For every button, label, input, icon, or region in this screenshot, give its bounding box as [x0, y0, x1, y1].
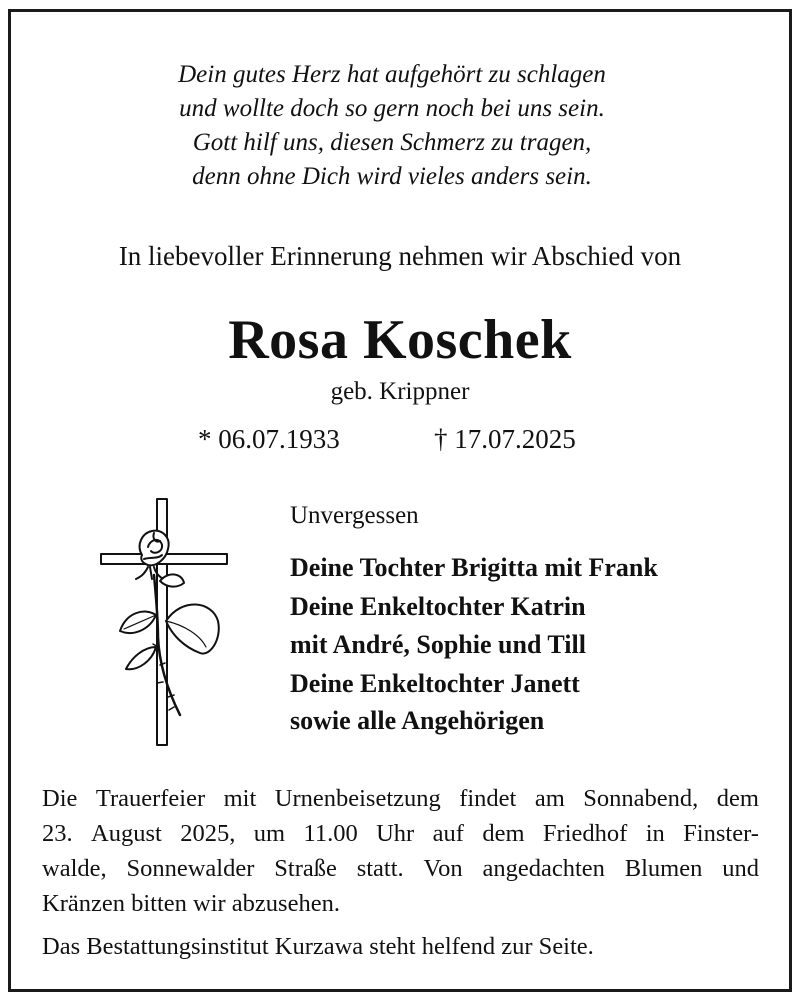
word: Uhr	[376, 820, 415, 847]
ceremony-line-3	[42, 851, 759, 886]
word: 2025,	[180, 820, 236, 847]
intro-text: In liebevoller Erinnerung nehmen wir Abschied von	[118, 241, 682, 271]
word: auf	[432, 820, 464, 847]
deceased-name: Rosa Koschek	[228, 309, 572, 371]
word: dem	[482, 820, 525, 847]
word: Urnenbeisetzung	[274, 785, 441, 812]
word: Die	[42, 785, 78, 812]
word: 23.	[42, 820, 73, 847]
mourner-line: Deine Enkeltochter Janett	[290, 668, 580, 698]
death-date: † 17.07.2025	[434, 424, 576, 454]
word: statt.	[356, 855, 404, 882]
word: August	[91, 820, 162, 847]
word: Sonnewalder	[126, 855, 255, 882]
poem-line: Dein gutes Herz hat aufgehört zu schlagen	[178, 61, 606, 88]
word: und	[722, 855, 759, 882]
ceremony-line-1	[42, 781, 759, 816]
word: am	[534, 785, 565, 812]
word: Finster-	[683, 820, 759, 847]
mourners-list	[290, 549, 658, 703]
word: Blumen	[624, 855, 703, 882]
word: um	[253, 820, 286, 847]
cross-with-rose-icon	[96, 497, 232, 747]
poem-line: denn ohne Dich wird vieles anders sein.	[192, 163, 592, 190]
word: Von	[423, 855, 463, 882]
word: dem	[716, 785, 759, 812]
word: walde,	[42, 855, 107, 882]
word: Trauerfeier	[95, 785, 206, 812]
word: findet	[459, 785, 517, 812]
mourners-heading: Unvergessen	[290, 502, 419, 529]
mourner-line: mit André, Sophie und Till	[290, 630, 586, 659]
maiden-name: geb. Krippner	[330, 378, 470, 405]
poem	[0, 58, 784, 194]
word: Sonnabend,	[583, 785, 699, 812]
poem-line: und wollte doch so gern noch bei uns sein.	[179, 95, 605, 122]
word: mit	[223, 785, 257, 812]
mourner-line: Deine Tochter Brigitta mit Frank	[290, 553, 658, 582]
mourner-line: Deine Enkeltochter Katrin	[290, 591, 586, 621]
word: Friedhof	[542, 820, 628, 847]
poem-line: Gott hilf uns, diesen Schmerz zu tragen,	[192, 129, 592, 156]
ceremony-line-2	[42, 816, 759, 851]
ceremony-details	[42, 781, 759, 921]
funeral-home-note: Das Bestattungsinstitut Kurzawa steht helfend zur Seite.	[42, 933, 594, 960]
word: 11.00	[303, 820, 358, 847]
word: Straße	[274, 855, 337, 882]
word: angedachten	[482, 855, 605, 882]
birth-date: * 06.07.1933	[198, 424, 340, 454]
word: in	[645, 820, 665, 847]
mourners-closing: sowie alle Angehörigen	[290, 706, 545, 735]
ceremony-line-4: Kränzen bitten wir abzusehen.	[42, 890, 340, 917]
